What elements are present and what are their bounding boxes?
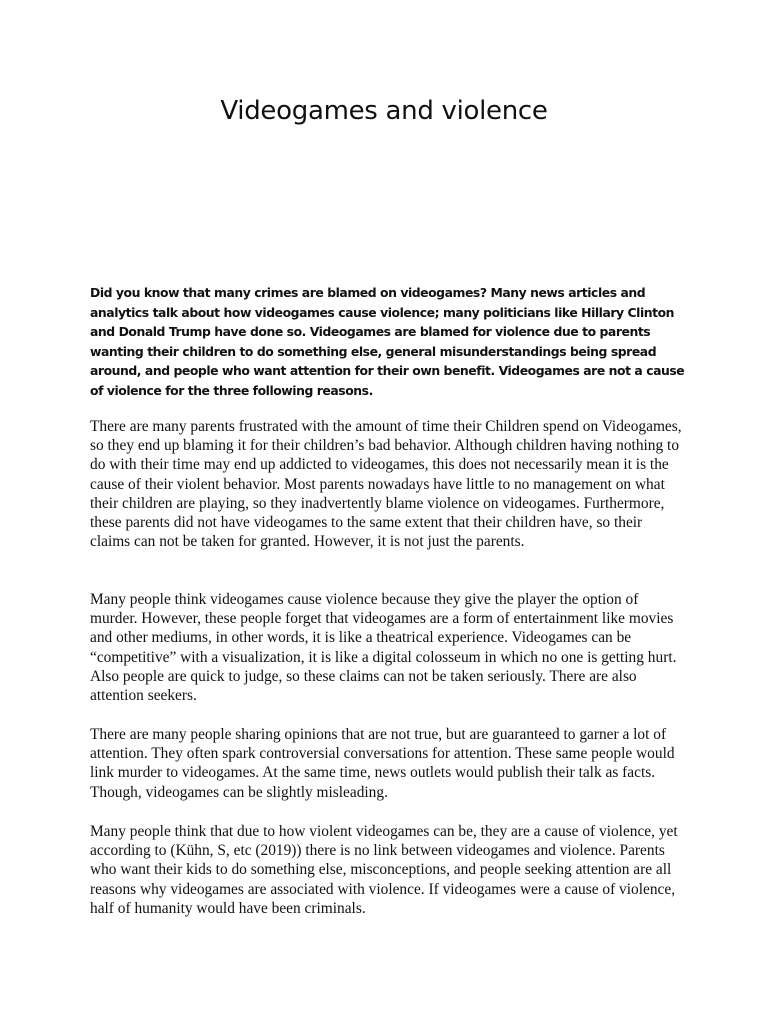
body-paragraph-3: There are many people sharing opinions that are not true, but are guaranteed to garner a lot of attention. They often spark controversial conversations for attention. These same people would link murder to videogames. At the same time, news outlets would publish their talk as facts. Though, videogames can be slightly misleading. <box>90 726 675 801</box>
document-title: Videogames and violence <box>220 96 548 126</box>
intro-paragraph: Did you know that many crimes are blamed on videogames? Many news articles and analytics talk about how videogames cause violence; many politicians like Hillary Clinton and Donald Trump have done so. Videogames are blamed for violence due to parents wanting their children to do something else, general misunderstandings being spread around, and people who want attention for their own benefit. Videogames are not a cause of violence for the three following reasons. <box>90 285 685 398</box>
body-paragraph-1: There are many parents frustrated with the amount of time their Children spend on Videogames, so they end up blaming it for their children’s bad behavior. Although children having nothing to do with their time may end up addicted to videogames, this does not necessarily mean it is the cause of their violent behavior. Most parents nowadays have little to no management on what their children are playing, so they inadvertently blame violence on videogames. Furthermore, these parents did not have videogames to the same extent that their children have, so their claims can not be taken for granted. However, it is not just the parents. <box>90 418 682 551</box>
body-paragraph-4: Many people think that due to how violent videogames can be, they are a cause of violence, yet according to (Kühn, S, etc (2019)) there is no link between videogames and violence. Parents who want their kids to do something else, misconceptions, and people seeking attention are all reasons why videogames are associated with violence. If videogames were a cause of violence, half of humanity would have been criminals. <box>90 823 678 917</box>
body-paragraph-2: Many people think videogames cause violence because they give the player the option of murder. However, these people forget that videogames are a form of entertainment like movies and other mediums, in other words, it is like a theatrical experience. Videogames can be “competitive” with a visualization, it is like a digital colosseum in which no one is getting hurt. Also people are quick to judge, so these claims can not be taken seriously. There are also attention seekers. <box>90 591 677 705</box>
